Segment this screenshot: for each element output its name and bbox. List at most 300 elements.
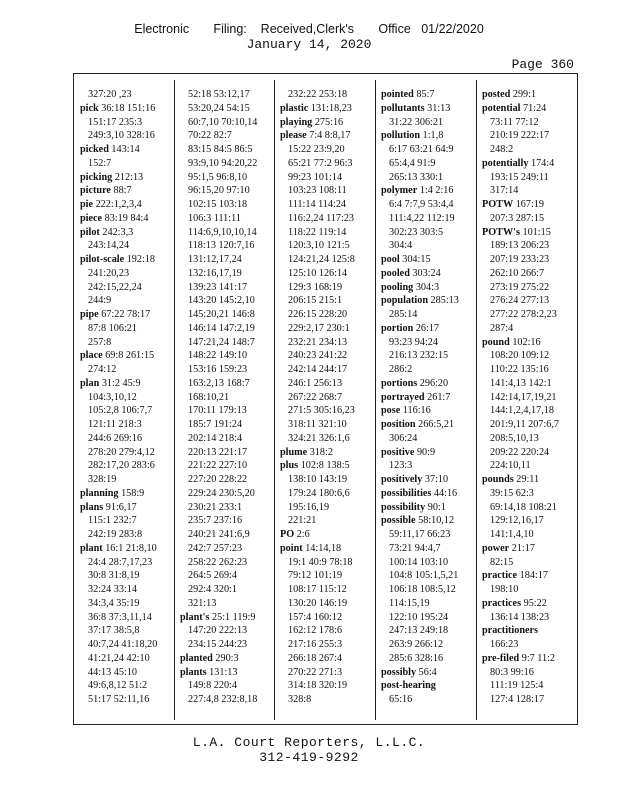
page-line-refs: 162:12 178:6 [288, 625, 343, 637]
index-entry [482, 473, 582, 487]
index-term: position [381, 419, 416, 430]
hearing-date: January 14, 2020 [246, 37, 372, 52]
index-continuation [80, 624, 180, 638]
index-continuation [482, 487, 582, 501]
page-line-refs: 244:6 269:16 [88, 432, 143, 444]
page-line-refs: 153:16 159:23 [188, 364, 248, 375]
page-line-refs: 108:17 115:12 [288, 584, 347, 595]
page-line-refs: 110:22 135:16 [490, 364, 549, 375]
index-entry [280, 542, 380, 556]
page-line-refs: 261:7 [427, 391, 451, 403]
page-line-refs: 222:1,2,3,4 [95, 199, 142, 210]
index-continuation [381, 542, 481, 556]
page-line-refs: 285:14 [389, 309, 418, 320]
column-divider [274, 80, 275, 720]
page-line-refs: 14:14,18 [305, 542, 342, 554]
page-line-refs: 240:21 241:6,9 [188, 529, 250, 540]
index-continuation [482, 514, 582, 528]
index-continuation [381, 116, 481, 130]
column-divider [174, 80, 175, 720]
index-continuation [80, 528, 180, 542]
index-entry [482, 226, 582, 240]
page-line-refs: 73:21 94:4,7 [389, 542, 441, 554]
index-continuation [381, 597, 481, 611]
index-continuation [381, 212, 481, 226]
index-entry [280, 459, 380, 473]
index-continuation [80, 322, 180, 336]
index-continuation [280, 487, 380, 501]
page-line-refs: 127:4 128:17 [490, 694, 545, 705]
page-line-refs: 40:7,24 41:18,20 [88, 639, 158, 650]
index-term: possible [381, 515, 416, 527]
page-line-refs: 146:14 147:2,19 [188, 322, 255, 334]
index-term: plants [180, 666, 207, 678]
index-continuation [280, 652, 380, 666]
index-term: pilot-scale [80, 254, 125, 265]
index-continuation [180, 267, 280, 281]
page-line-refs: 287:4 [490, 322, 514, 334]
index-entry [80, 487, 180, 501]
page-line-refs: 202:14 218:4 [188, 432, 243, 444]
page-line-refs: 120:3,10 121:5 [288, 240, 350, 252]
index-entry [381, 129, 481, 143]
page-line-refs: 274:12 [88, 364, 117, 375]
index-continuation [80, 404, 180, 418]
page-line-refs: 278:20 279:4,12 [88, 446, 155, 458]
page-line-refs: 31:13 [427, 102, 451, 114]
index-continuation [280, 239, 380, 253]
index-continuation [381, 336, 481, 350]
index-entry [482, 597, 582, 611]
page-line-refs: 130:20 146:19 [288, 597, 348, 609]
index-term: plastic [280, 102, 309, 114]
index-continuation [482, 638, 582, 652]
index-continuation [80, 129, 180, 143]
index-continuation [280, 212, 380, 226]
index-continuation [482, 432, 582, 446]
index-entry [381, 267, 481, 281]
page-line-refs: 148:22 149:10 [188, 350, 248, 362]
page-line-refs: 318:2 [309, 446, 333, 458]
index-term: playing [280, 116, 313, 128]
page-line-refs: 123:3 [389, 460, 413, 472]
page-line-refs: 31:2 45:9 [101, 377, 141, 389]
index-entry [381, 473, 481, 487]
index-continuation [381, 459, 481, 473]
index-continuation [280, 226, 380, 240]
page-line-refs: 198:10 [490, 584, 519, 595]
index-continuation [80, 294, 180, 308]
index-continuation [180, 116, 280, 130]
page-line-refs: 100:14 103:10 [389, 556, 449, 568]
page-line-refs: 111:19 125:4 [490, 680, 544, 692]
page-line-refs: 79:12 101:19 [288, 570, 343, 582]
page-line-refs: 104:8 105:1,5,21 [389, 570, 459, 582]
index-column-2 [180, 88, 280, 716]
page-line-refs: 167:19 [515, 199, 544, 210]
index-continuation [180, 143, 280, 157]
index-term: please [280, 130, 307, 142]
index-continuation [280, 432, 380, 446]
index-term: plus [280, 460, 299, 472]
index-entry [381, 88, 481, 102]
page-line-refs: 131:18,23 [310, 102, 352, 114]
page-line-refs: 44:13 45:10 [88, 666, 137, 678]
index-entry [80, 308, 180, 322]
index-continuation [280, 157, 380, 171]
page-line-refs: 242:7 257:23 [188, 542, 243, 554]
page-line-refs: 41:21,24 42:10 [88, 652, 150, 664]
index-continuation [381, 363, 481, 377]
index-continuation [80, 363, 180, 377]
index-continuation [280, 693, 380, 707]
page-line-refs: 132:16,17,19 [188, 267, 242, 279]
index-entry [80, 377, 180, 391]
index-continuation [482, 377, 582, 391]
index-entry [482, 88, 582, 102]
index-continuation [280, 143, 380, 157]
index-continuation [280, 624, 380, 638]
page-line-refs: 108:20 109:12 [490, 350, 550, 362]
page-line-refs: 71:24 [523, 102, 547, 114]
page-line-refs: 26:17 [415, 322, 440, 334]
page-line-refs: 304:3 [415, 281, 440, 293]
index-continuation [280, 377, 380, 391]
index-term: planted [180, 652, 213, 664]
index-continuation [280, 281, 380, 295]
index-continuation [80, 693, 180, 707]
index-continuation [180, 363, 280, 377]
page-line-refs: 221:21 [288, 515, 317, 527]
index-continuation [80, 597, 180, 611]
index-term: place [80, 350, 103, 362]
index-entry [381, 322, 481, 336]
index-continuation [180, 294, 280, 308]
page-line-refs: 141:1,4,10 [490, 529, 534, 540]
page-line-refs: 114:15,19 [389, 597, 430, 609]
index-entry [80, 253, 180, 267]
page-line-refs: 59:11,17 66:23 [389, 529, 451, 540]
index-entry [482, 102, 582, 116]
index-continuation [80, 473, 180, 487]
page-line-refs: 95:22 [523, 597, 547, 609]
page-line-refs: 147:20 222:13 [188, 625, 248, 637]
index-continuation [80, 666, 180, 680]
index-entry [482, 198, 582, 212]
page-line-refs: 275:16 [314, 116, 344, 128]
page-line-refs: 124:21,24 125:8 [288, 254, 355, 265]
index-continuation [280, 556, 380, 570]
index-continuation [180, 349, 280, 363]
index-continuation [381, 143, 481, 157]
court-reporter-phone: 312-419-9292 [259, 750, 359, 765]
index-continuation [482, 556, 582, 570]
page-line-refs: 83:19 84:4 [104, 212, 149, 224]
page-line-refs: 264:5 269:4 [188, 570, 237, 582]
index-term: picked [80, 144, 109, 155]
page-line-refs: 122:10 195:24 [389, 611, 449, 623]
index-continuation [80, 569, 180, 583]
index-continuation [482, 253, 582, 267]
page-line-refs: 114:6,9,10,10,14 [188, 226, 257, 238]
index-entry [80, 212, 180, 226]
index-continuation [180, 418, 280, 432]
page-line-refs: 131:12,17,24 [188, 254, 242, 265]
index-continuation [381, 693, 481, 707]
page-line-refs: 52:18 53:12,17 [188, 89, 250, 100]
page-line-refs: 241:20,23 [88, 267, 130, 279]
page-line-refs: 49:6,8,12 51:2 [88, 680, 148, 692]
page-line-refs: 318:11 321:10 [288, 419, 347, 430]
page-line-refs: 93:9,10 94:20,22 [188, 157, 258, 169]
index-term: pollutants [381, 102, 425, 114]
index-term: pollution [381, 130, 421, 142]
page-line-refs: 276:24 277:13 [490, 295, 550, 307]
index-continuation [280, 611, 380, 625]
page-line-refs: 91:6,17 [105, 501, 137, 513]
index-term: polymer [381, 185, 418, 197]
index-term: POTW [482, 199, 514, 210]
index-entry [482, 652, 582, 666]
index-continuation [80, 611, 180, 625]
page-line-refs: 230:21 233:1 [188, 501, 243, 513]
index-continuation [80, 652, 180, 666]
index-continuation [280, 349, 380, 363]
index-entry [381, 501, 481, 515]
index-continuation [482, 501, 582, 515]
index-continuation [80, 418, 180, 432]
page-line-refs: 103:23 108:11 [288, 185, 347, 197]
index-entry [80, 226, 180, 240]
index-continuation [482, 446, 582, 460]
index-continuation [80, 281, 180, 295]
index-entry [381, 377, 481, 391]
page-line-refs: 286:2 [389, 364, 413, 375]
page-line-refs: 262:10 266:7 [490, 267, 545, 279]
index-continuation [180, 679, 280, 693]
index-continuation [280, 666, 380, 680]
page-line-refs: 314:18 320:19 [288, 680, 348, 692]
index-continuation [80, 267, 180, 281]
page-line-refs: 129:12,16,17 [490, 515, 544, 527]
page-line-refs: 149:8 220:4 [188, 680, 237, 692]
index-continuation [280, 391, 380, 405]
index-continuation [381, 652, 481, 666]
index-continuation [180, 88, 280, 102]
page-line-refs: 168:10,21 [188, 391, 230, 403]
index-term: pooling [381, 281, 414, 293]
index-entry [482, 542, 582, 556]
index-continuation [80, 116, 180, 130]
page-line-refs: 39:15 62:3 [490, 487, 534, 499]
index-continuation [381, 528, 481, 542]
index-continuation [280, 514, 380, 528]
page-line-refs: 101:15 [522, 226, 551, 238]
page-line-refs: 209:22 220:24 [490, 446, 550, 458]
page-line-refs: 69:14,18 108:21 [490, 501, 557, 513]
page-line-refs: 118:13 120:7,16 [188, 240, 255, 252]
index-term: practitioners [482, 625, 539, 637]
index-entry [381, 418, 481, 432]
page-line-refs: 16:1 21:8,10 [105, 542, 157, 554]
index-entry [80, 542, 180, 556]
index-term: portions [381, 377, 418, 389]
index-continuation [180, 693, 280, 707]
page-line-refs: 88:7 [113, 185, 132, 197]
page-line-refs: 121:11 218:3 [88, 419, 142, 430]
page-line-refs: 51:17 52:11,16 [88, 694, 150, 705]
page-line-refs: 87:8 106:21 [88, 322, 137, 334]
index-continuation [80, 157, 180, 171]
index-continuation [180, 377, 280, 391]
index-continuation [180, 102, 280, 116]
index-term: plans [80, 501, 104, 513]
page-line-refs: 220:13 221:17 [188, 446, 248, 458]
index-entry [80, 501, 180, 515]
page-line-refs: 90:9 [416, 446, 436, 458]
index-continuation [381, 171, 481, 185]
index-term: PO [280, 529, 295, 540]
index-continuation [180, 459, 280, 473]
index-term: plume [280, 446, 308, 458]
index-continuation [381, 226, 481, 240]
page-line-refs: 53:20,24 54:15 [188, 102, 250, 114]
index-continuation [482, 308, 582, 322]
index-continuation [280, 336, 380, 350]
page-line-refs: 246:1 256:13 [288, 377, 343, 389]
index-continuation [180, 473, 280, 487]
page-line-refs: 324:21 326:1,6 [288, 432, 350, 444]
page-line-refs: 212:13 [114, 171, 144, 183]
index-continuation [180, 322, 280, 336]
page-line-refs: 105:2,8 106:7,7 [88, 405, 153, 417]
index-term: pilot [80, 226, 100, 238]
index-term: pounds [482, 474, 514, 485]
index-continuation [381, 611, 481, 625]
page-line-refs: 195:16,19 [288, 501, 330, 513]
page-line-refs: 142:14,17,19,21 [490, 391, 557, 403]
index-continuation [80, 638, 180, 652]
page-line-refs: 290:3 [215, 652, 239, 664]
page-line-refs: 37:10 [424, 474, 449, 485]
index-continuation [482, 281, 582, 295]
index-continuation [80, 391, 180, 405]
page-line-refs: 229:2,17 230:1 [288, 322, 350, 334]
index-continuation [482, 184, 582, 198]
page-line-refs: 44:16 [433, 487, 458, 499]
index-continuation [482, 418, 582, 432]
index-continuation [180, 514, 280, 528]
page-line-refs: 111:14 114:24 [288, 199, 347, 210]
index-term: practices [482, 597, 522, 609]
index-term: possibilities [381, 487, 432, 499]
page-line-refs: 179:24 180:6,6 [288, 487, 350, 499]
index-entry [482, 157, 582, 171]
column-divider [476, 80, 477, 720]
page-line-refs: 263:9 266:12 [389, 639, 444, 650]
index-continuation [482, 267, 582, 281]
page-line-refs: 303:24 [412, 267, 441, 279]
page-line-refs: 240:23 241:22 [288, 350, 348, 362]
index-continuation [180, 308, 280, 322]
index-continuation [381, 638, 481, 652]
index-entry [280, 116, 380, 130]
index-continuation [381, 349, 481, 363]
index-column-1 [80, 88, 180, 716]
page-line-refs: 116:16 [402, 405, 431, 417]
index-continuation [280, 473, 380, 487]
page-line-refs: 85:7 [416, 89, 435, 100]
page-line-refs: 207:3 287:15 [490, 212, 545, 224]
page-line-refs: 29:11 [516, 474, 540, 485]
page-line-refs: 67:22 78:17 [101, 309, 151, 320]
index-continuation [180, 569, 280, 583]
index-entry [280, 446, 380, 460]
index-continuation [80, 446, 180, 460]
index-term: portrayed [381, 391, 425, 403]
index-continuation [180, 212, 280, 226]
page-line-refs: 152:7 [88, 157, 112, 169]
index-continuation [280, 184, 380, 198]
page-line-refs: 93:23 94:24 [389, 336, 438, 348]
page-line-refs: 201:9,11 207:6,7 [490, 419, 559, 430]
page-line-refs: 2:6 [296, 529, 310, 540]
index-term: point [280, 542, 303, 554]
index-entry [482, 336, 582, 350]
index-entry [280, 129, 380, 143]
index-continuation [482, 528, 582, 542]
page-line-refs: 131:13 [209, 666, 238, 678]
index-continuation [482, 349, 582, 363]
index-continuation [381, 432, 481, 446]
index-entry [381, 281, 481, 295]
page-line-refs: 192:18 [126, 254, 155, 265]
page-line-refs: 143:14 [111, 144, 140, 155]
page-line-refs: 328:19 [88, 474, 117, 485]
index-continuation [280, 597, 380, 611]
index-continuation [180, 253, 280, 267]
index-continuation [482, 294, 582, 308]
page-line-refs: 80:3 99:16 [490, 666, 534, 678]
index-continuation [280, 171, 380, 185]
index-entry [80, 184, 180, 198]
index-term: post-hearing [381, 680, 436, 692]
index-continuation [180, 432, 280, 446]
index-continuation [180, 226, 280, 240]
index-continuation [280, 88, 380, 102]
index-continuation [80, 432, 180, 446]
index-continuation [482, 322, 582, 336]
index-continuation [482, 666, 582, 680]
index-term: pooled [381, 267, 410, 279]
page-line-refs: 285:6 328:16 [389, 652, 444, 664]
page-line-refs: 138:10 143:19 [288, 474, 348, 485]
index-column-3 [280, 88, 380, 716]
page-line-refs: 143:20 145:2,10 [188, 295, 255, 307]
page-line-refs: 25:1 119:9 [212, 611, 256, 623]
index-term: portion [381, 322, 414, 334]
page-line-refs: 207:19 233:23 [490, 254, 550, 265]
page-line-refs: 226:15 228:20 [288, 309, 348, 320]
index-entry [180, 652, 280, 666]
index-continuation [180, 239, 280, 253]
page-line-refs: 185:7 191:24 [188, 419, 243, 430]
index-entry [482, 569, 582, 583]
page-line-refs: 136:14 138:23 [490, 611, 550, 623]
page-line-refs: 193:15 249:11 [490, 171, 549, 183]
index-term: plant's [180, 611, 210, 623]
index-continuation [482, 459, 582, 473]
